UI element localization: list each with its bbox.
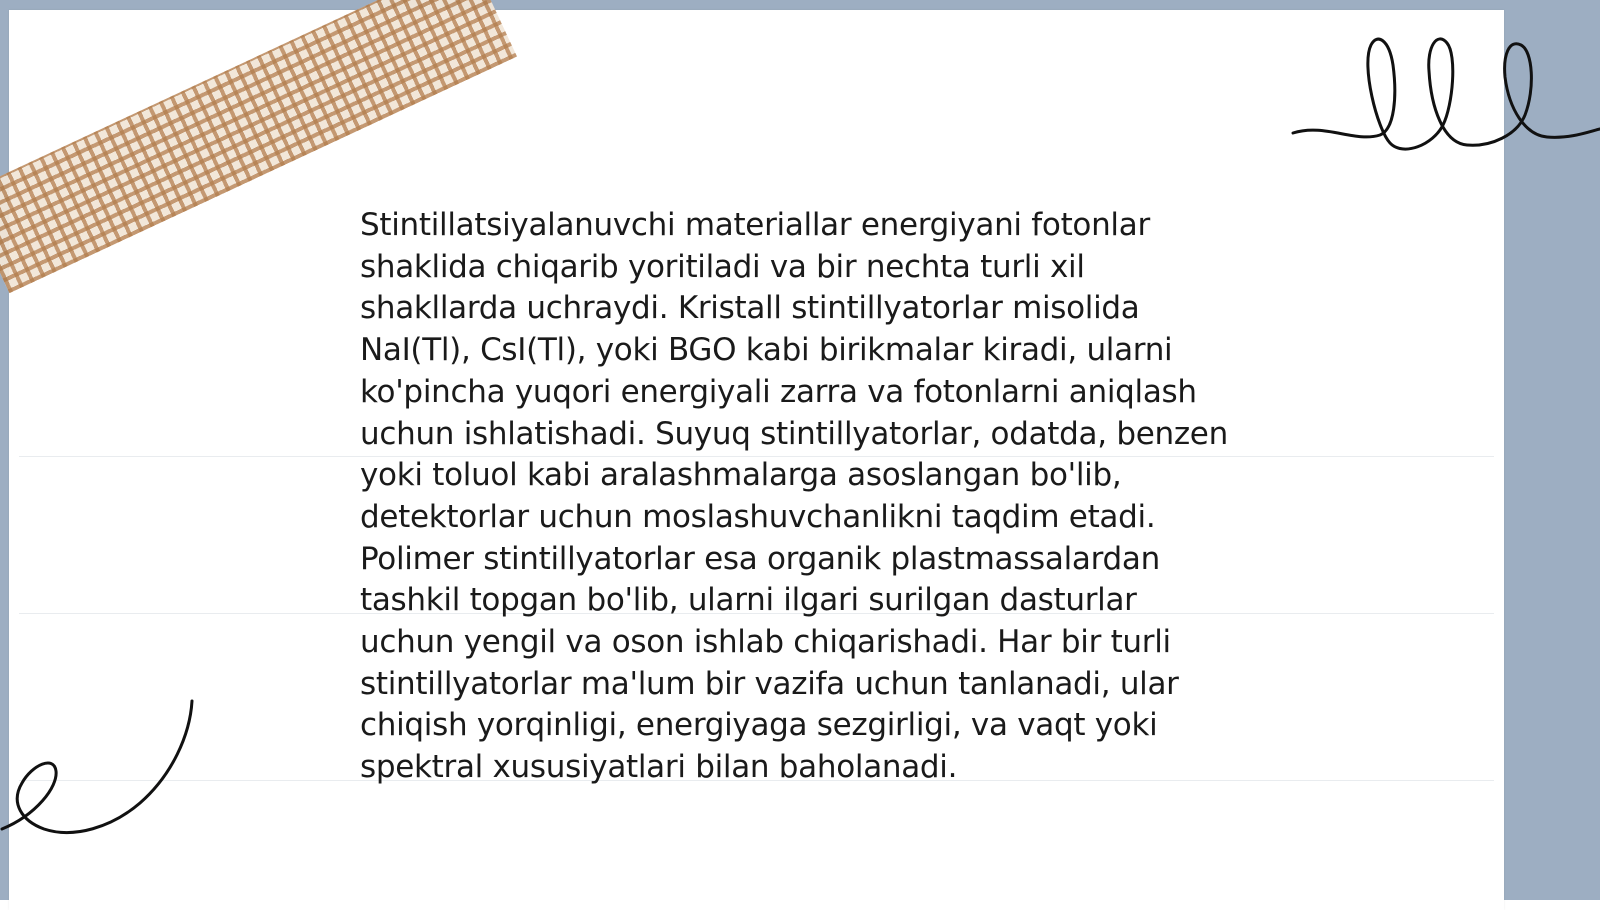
body-paragraph: Stintillatsiyalanuvchi materiallar energiyani fotonlar shaklida chiqarib yoritiladi va bir nechta turli xil shakllarda uchraydi. Kristall stintillyatorlar misolida NaI(Tl), CsI(Tl), yoki BGO kabi birikmalar kiradi, ularni ko'pincha yuqori energiyali zarra va fotonlarni aniqlash uchun ishlatishadi. Suyuq stintillyatorlar, odatda, benzen yoki toluol kabi aralashmalarga asoslangan bo'lib, detektorlar uchun moslashuvchanlikni taqdim etadi. Polimer stintillyatorlar esa organik plastmassalardan tashkil topgan bo'lib, ularni ilgari surilgan dasturlar uchun yengil va oson ishlab chiqarishadi. Har bir turli stintillyatorlar ma'lum bir vazifa uchun tanlanadi, ular chiqish yorqinligi, energiyaga sezgirligi, va vaqt yoki spektral xususiyatlari bilan baholanadi. <box>360 207 1228 786</box>
swoosh-doodle-icon <box>0 695 200 845</box>
loops-doodle-icon <box>1285 25 1600 170</box>
